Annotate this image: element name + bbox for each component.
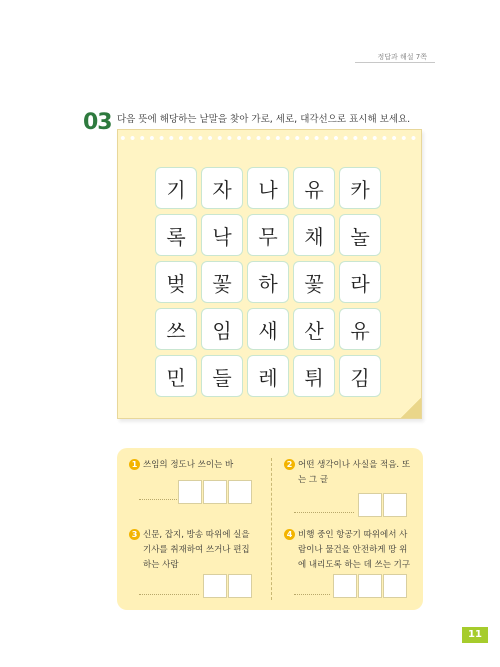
- clue-panel: [117, 448, 423, 610]
- clue-text-line: 쓰임의 정도나 쓰이는 바: [143, 460, 234, 470]
- puzzle-cell[interactable]: 하: [247, 261, 289, 303]
- puzzle-cell[interactable]: 김: [339, 355, 381, 397]
- answer-box[interactable]: [333, 574, 357, 598]
- header-rule: [355, 62, 435, 63]
- answer-box[interactable]: [203, 574, 227, 598]
- question-instruction: 다음 뜻에 해당하는 낱말을 찾아 가로, 세로, 대각선으로 표시해 보세요.: [117, 114, 411, 125]
- page-number: 11: [462, 627, 488, 643]
- clue-4: [284, 528, 410, 573]
- answer-page-tab: 정답과 해설 7쪽: [377, 53, 427, 61]
- word-search-grid: [155, 167, 381, 397]
- answer-box[interactable]: [358, 493, 382, 517]
- puzzle-cell[interactable]: 산: [293, 308, 335, 350]
- puzzle-cell[interactable]: 쓰: [155, 308, 197, 350]
- clue-number-badge: 2: [284, 459, 295, 470]
- question-number: 03: [83, 110, 112, 135]
- clue-text-line: 기사를 취재하여 쓰거나 편집: [143, 545, 250, 555]
- puzzle-notepad: [117, 129, 422, 419]
- answer-box[interactable]: [358, 574, 382, 598]
- puzzle-cell[interactable]: 임: [201, 308, 243, 350]
- clue-text-line: 람이나 물건을 안전하게 땅 위: [298, 545, 408, 555]
- answer-boxes-2: [357, 493, 407, 517]
- clue-number-badge: 4: [284, 529, 295, 540]
- clue-number-badge: 1: [129, 459, 140, 470]
- puzzle-cell[interactable]: 튀: [293, 355, 335, 397]
- clue-2: [284, 458, 410, 488]
- puzzle-cell[interactable]: 꽃: [201, 261, 243, 303]
- answer-boxes-1: [177, 480, 252, 504]
- clue-text-line: 는 그 글: [298, 475, 329, 485]
- puzzle-cell[interactable]: 꽃: [293, 261, 335, 303]
- puzzle-cell[interactable]: 유: [293, 167, 335, 209]
- notepad-holes: [118, 134, 421, 142]
- puzzle-cell[interactable]: 들: [201, 355, 243, 397]
- puzzle-cell[interactable]: 벚: [155, 261, 197, 303]
- puzzle-cell[interactable]: 놀: [339, 214, 381, 256]
- puzzle-cell[interactable]: 나: [247, 167, 289, 209]
- answer-box[interactable]: [203, 480, 227, 504]
- puzzle-cell[interactable]: 기: [155, 167, 197, 209]
- puzzle-cell[interactable]: 레: [247, 355, 289, 397]
- answer-boxes-3: [202, 574, 252, 598]
- clue-text-line: 비행 중인 항공기 따위에서 사: [298, 530, 408, 540]
- answer-box[interactable]: [228, 574, 252, 598]
- puzzle-cell[interactable]: 자: [201, 167, 243, 209]
- answer-boxes-4: [332, 574, 407, 598]
- puzzle-cell[interactable]: 카: [339, 167, 381, 209]
- puzzle-cell[interactable]: 민: [155, 355, 197, 397]
- clue-text-line: 신문, 잡지, 방송 따위에 실을: [143, 530, 250, 540]
- puzzle-cell[interactable]: 무: [247, 214, 289, 256]
- puzzle-cell[interactable]: 라: [339, 261, 381, 303]
- clue-divider: [271, 458, 272, 600]
- answer-box[interactable]: [383, 493, 407, 517]
- clue-3: [129, 528, 250, 573]
- clue-text-line: 에 내리도록 하는 데 쓰는 기구: [298, 560, 411, 570]
- puzzle-cell[interactable]: 새: [247, 308, 289, 350]
- dotted-leader: [294, 594, 330, 596]
- answer-box[interactable]: [383, 574, 407, 598]
- clue-text-line: 하는 사람: [143, 560, 179, 570]
- clue-number-badge: 3: [129, 529, 140, 540]
- clue-text-line: 어떤 생각이나 사실을 적음. 또: [298, 460, 411, 470]
- answer-box[interactable]: [228, 480, 252, 504]
- dotted-leader: [294, 512, 354, 514]
- dotted-leader: [139, 594, 199, 596]
- puzzle-cell[interactable]: 낙: [201, 214, 243, 256]
- puzzle-cell[interactable]: 채: [293, 214, 335, 256]
- answer-box[interactable]: [178, 480, 202, 504]
- puzzle-cell[interactable]: 유: [339, 308, 381, 350]
- clue-1: [129, 458, 233, 473]
- page-curl: [401, 398, 421, 418]
- puzzle-cell[interactable]: 록: [155, 214, 197, 256]
